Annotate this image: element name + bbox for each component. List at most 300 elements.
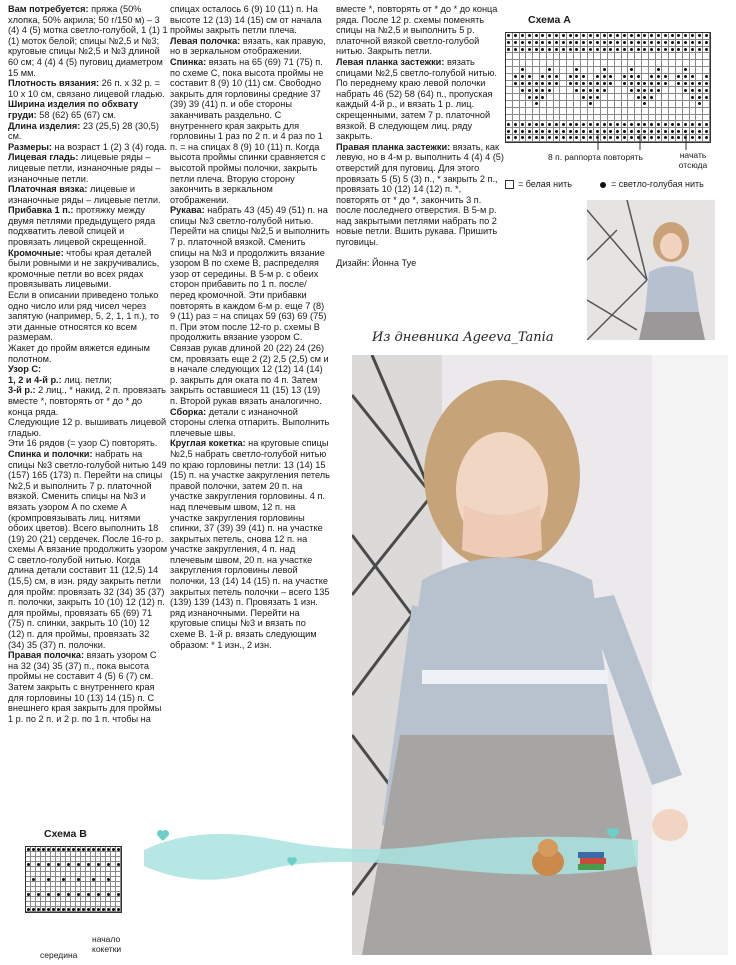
schema-a-grid xyxy=(505,32,711,143)
stitch-cell xyxy=(608,47,615,54)
stitch-cell xyxy=(649,60,656,67)
stitch-cell xyxy=(513,74,520,81)
stitch-cell xyxy=(676,121,683,128)
stitch-cell xyxy=(696,87,703,94)
stitch-cell xyxy=(526,33,533,40)
stitch-cell xyxy=(608,33,615,40)
col1-paragraph xyxy=(8,152,168,184)
stitch-cell xyxy=(669,81,676,88)
stitch-cell xyxy=(588,108,595,115)
signature-text: Из дневника Ageeva_Tania xyxy=(372,330,554,345)
stitch-cell xyxy=(588,81,595,88)
stitch-cell xyxy=(649,108,656,115)
stitch-cell xyxy=(656,60,663,67)
col3-text: вязать спицами №2,5 светло-голубой нитью. По переднему краю левой полочки набрать 46 (52) 58 (64) п., пропуская каждый 4-й р., и вязать 1 р. лиц. скрещенными, затем 7 р. платочной вязкой. В следующем лиц. ряду закрыть. xyxy=(336,56,500,142)
stitch-cell xyxy=(574,87,581,94)
stitch-cell xyxy=(628,108,635,115)
stitch-cell xyxy=(662,74,669,81)
stitch-cell xyxy=(506,67,513,74)
stitch-cell xyxy=(547,53,554,60)
stitch-cell xyxy=(588,101,595,108)
stitch-cell xyxy=(567,47,574,54)
stitch-cell xyxy=(656,94,663,101)
col1-text: Если в описании приведено только одно число или ряд чисел через запятую (например, 5, 2, 1, 1 п.), то эти данные относятся ко всем размерам. xyxy=(8,290,162,343)
stitch-cell xyxy=(574,121,581,128)
stitch-cell xyxy=(540,60,547,67)
stitch-cell xyxy=(540,47,547,54)
stitch-cell xyxy=(669,53,676,60)
stitch-cell xyxy=(554,94,561,101)
stitch-cell xyxy=(683,101,690,108)
stitch-cell xyxy=(683,67,690,74)
stitch-cell xyxy=(628,47,635,54)
stitch-cell xyxy=(560,47,567,54)
stitch-cell xyxy=(683,53,690,60)
stitch-cell xyxy=(533,108,540,115)
stitch-cell xyxy=(526,81,533,88)
stitch-cell xyxy=(669,108,676,115)
col1-paragraph xyxy=(8,385,168,417)
stitch-cell xyxy=(594,81,601,88)
stitch-cell xyxy=(690,101,697,108)
stitch-cell xyxy=(601,87,608,94)
col3-paragraph xyxy=(336,258,504,269)
stitch-cell xyxy=(533,87,540,94)
stitch-cell xyxy=(676,47,683,54)
stitch-cell xyxy=(526,60,533,67)
stitch-cell xyxy=(554,87,561,94)
col1-paragraph xyxy=(8,78,168,99)
schema-a-arrows xyxy=(505,130,715,160)
stitch-cell xyxy=(520,94,527,101)
stitch-cell xyxy=(581,40,588,47)
stitch-cell xyxy=(608,115,615,122)
col1-paragraph xyxy=(8,449,168,650)
stitch-cell xyxy=(690,67,697,74)
stitch-cell xyxy=(649,33,656,40)
stitch-cell xyxy=(513,47,520,54)
col1-text: Следующие 12 р. вышивать лицевой гладью. xyxy=(8,417,169,438)
legend-blue xyxy=(600,179,704,189)
stitch-cell xyxy=(608,81,615,88)
stitch-cell xyxy=(622,94,629,101)
col3-text: Дизайн: Йонна Туе xyxy=(336,258,417,269)
stitch-cell xyxy=(676,33,683,40)
stitch-cell xyxy=(594,115,601,122)
stitch-cell xyxy=(567,67,574,74)
col1-paragraph xyxy=(8,364,168,375)
stitch-cell xyxy=(560,94,567,101)
col1-text: на возраст 1 (2) 3 (4) года. xyxy=(52,141,167,152)
stitch-cell xyxy=(628,67,635,74)
stitch-cell xyxy=(574,101,581,108)
stitch-cell xyxy=(581,101,588,108)
col1-paragraph xyxy=(8,205,168,247)
stitch-cell xyxy=(642,101,649,108)
col2-text: на круговые спицы №2,5 набрать светло-голубой нитью по краю горловины петли: 13 (14) 15 (15) п. на участке закругления петель правой полочки, затем 20 п. на участке закругления горловины. 4 п. над плечевым швом, 12 п. на участке закругления горловины спинки, 37 (39) 39 (41) п. на участке закрытых петель, снова 12 п. на участке закругления, 4 п. над плечевым швом, 20 п. на участке закругления горловины левой полочки, 13 (14) 14 (15) п. на участке закрытых петель полочки – всего 135 (139) 139 (143) п. Провязать 1 изн. ряд изнаночными. Перейти на круговые спицы №3 и вязать по схеме В. 1-й р. вязать следующим образом: * 1 изн., 2 изн. xyxy=(170,438,333,650)
stitch-cell xyxy=(588,60,595,67)
stitch-cell xyxy=(547,121,554,128)
stitch-cell xyxy=(560,121,567,128)
col1-text: 2 лиц., * накид, 2 п. провязать вместе *, повторять от * до * до конца ряда. xyxy=(8,385,169,417)
stitch-cell xyxy=(533,121,540,128)
stitch-cell xyxy=(513,94,520,101)
stitch-cell xyxy=(615,33,622,40)
stitch-cell xyxy=(574,74,581,81)
stitch-cell xyxy=(703,121,710,128)
col1-text: пряжа (50% хлопка, 50% акрила; 50 г/150 м) – 3 (4) 4 (5) мотка светло-голубой, 1 (1) 1 (1) моток белой; спицы №2,5 и №3; круговые спицы №2,5 и №3 длиной 60 см; 4 (4) 4 (5) пуговиц диаметром 15 мм. xyxy=(8,4,171,78)
col3-paragraph xyxy=(336,141,507,248)
stitch-cell xyxy=(622,33,629,40)
stitch-cell xyxy=(642,121,649,128)
stitch-cell xyxy=(560,87,567,94)
stitch-cell xyxy=(642,81,649,88)
stitch-cell xyxy=(622,74,629,81)
stitch-cell xyxy=(683,108,690,115)
stitch-cell xyxy=(594,67,601,74)
stitch-cell xyxy=(581,53,588,60)
stitch-cell xyxy=(628,94,635,101)
stitch-cell xyxy=(547,94,554,101)
stitch-cell xyxy=(696,60,703,67)
stitch-cell xyxy=(662,47,669,54)
stitch-cell xyxy=(554,60,561,67)
col1-text: чтобы края деталей были ровными и не закручивались, кромочные петли во всех рядах провязывать лицевыми. xyxy=(8,247,162,290)
stitch-cell xyxy=(588,40,595,47)
stitch-cell xyxy=(594,53,601,60)
stitch-cell xyxy=(690,74,697,81)
col1-heading: 1, 2 и 4-й р.: xyxy=(8,374,62,385)
stitch-cell xyxy=(656,87,663,94)
stitch-cell xyxy=(642,74,649,81)
stitch-cell xyxy=(601,115,608,122)
stitch-cell xyxy=(581,60,588,67)
stitch-cell xyxy=(622,81,629,88)
text-column-3 xyxy=(336,4,507,269)
stitch-cell xyxy=(554,121,561,128)
col1-text: Эти 16 рядов (= узор С) повторять. xyxy=(8,438,158,449)
stitch-cell xyxy=(513,115,520,122)
stitch-cell xyxy=(533,47,540,54)
stitch-cell xyxy=(513,87,520,94)
stitch-cell xyxy=(581,115,588,122)
stitch-cell xyxy=(642,115,649,122)
stitch-cell xyxy=(506,40,513,47)
stitch-cell xyxy=(622,67,629,74)
stitch-cell xyxy=(703,67,710,74)
stitch-cell xyxy=(649,94,656,101)
stitch-cell xyxy=(635,121,642,128)
stitch-cell xyxy=(567,53,574,60)
col1-paragraph xyxy=(8,375,168,386)
stitch-cell xyxy=(683,94,690,101)
stitch-cell xyxy=(554,67,561,74)
stitch-cell xyxy=(703,40,710,47)
stitch-cell xyxy=(696,81,703,88)
stitch-cell xyxy=(594,47,601,54)
stitch-cell xyxy=(656,53,663,60)
stitch-cell xyxy=(690,121,697,128)
stitch-cell xyxy=(567,81,574,88)
col2-heading: Рукава: xyxy=(170,205,205,216)
stitch-cell xyxy=(615,101,622,108)
col2-heading: Спинка: xyxy=(170,56,207,67)
col1-text: лиц. петли; xyxy=(61,374,112,385)
stitch-cell xyxy=(567,87,574,94)
stitch-cell xyxy=(526,101,533,108)
stitch-cell xyxy=(574,94,581,101)
stitch-cell xyxy=(690,33,697,40)
stitch-cell xyxy=(554,108,561,115)
col1-text: 23 (25,5) 28 (30,5) см. xyxy=(8,120,162,142)
stitch-cell xyxy=(690,115,697,122)
stitch-cell xyxy=(526,40,533,47)
stitch-cell xyxy=(703,101,710,108)
stitch-cell xyxy=(533,67,540,74)
stitch-cell xyxy=(676,94,683,101)
stitch-cell xyxy=(703,60,710,67)
col1-heading: Спинка и полочки: xyxy=(8,448,93,459)
col1-text: 58 (62) 65 (67) см. xyxy=(36,109,117,120)
small-photo-image xyxy=(587,200,715,340)
col1-paragraph xyxy=(8,99,168,120)
stitch-cell xyxy=(581,94,588,101)
stitch-cell xyxy=(601,53,608,60)
col1-heading: Платочная вязка: xyxy=(8,184,88,195)
stitch-cell xyxy=(547,87,554,94)
stitch-cell xyxy=(649,47,656,54)
stitch-cell xyxy=(594,60,601,67)
col2-heading: Сборка: xyxy=(170,406,207,417)
stitch-cell xyxy=(662,115,669,122)
stitch-cell xyxy=(574,108,581,115)
stitch-cell xyxy=(676,40,683,47)
col1-paragraph xyxy=(8,343,168,364)
stitch-cell xyxy=(696,101,703,108)
stitch-cell xyxy=(649,74,656,81)
stitch-cell xyxy=(520,40,527,47)
col2-paragraph xyxy=(170,57,330,205)
stitch-cell xyxy=(581,87,588,94)
stitch-cell xyxy=(669,115,676,122)
col1-text: протяжку между двумя петлями предыдущего ряда подхватить левой спицей и провязать лицевой скрещенной. xyxy=(8,205,158,248)
stitch-cell xyxy=(540,108,547,115)
stitch-cell xyxy=(635,81,642,88)
stitch-cell xyxy=(656,101,663,108)
stitch-cell xyxy=(526,47,533,54)
col2-heading: Левая полочка: xyxy=(170,35,241,46)
stitch-cell xyxy=(656,81,663,88)
stitch-cell xyxy=(662,33,669,40)
stitch-cell xyxy=(567,108,574,115)
blue-dot-icon xyxy=(600,182,606,188)
stitch-cell xyxy=(581,74,588,81)
stitch-cell xyxy=(567,94,574,101)
stitch-cell xyxy=(676,53,683,60)
stitch-cell xyxy=(540,67,547,74)
stitch-cell xyxy=(526,115,533,122)
schema-b-start-label: начало кокетки xyxy=(92,934,122,954)
stitch-cell xyxy=(676,74,683,81)
stitch-cell xyxy=(649,81,656,88)
stitch-cell xyxy=(513,81,520,88)
stitch-cell xyxy=(622,47,629,54)
col1-paragraph xyxy=(8,417,168,438)
stitch-cell xyxy=(574,33,581,40)
stitch-cell xyxy=(506,115,513,122)
col2-text: спицах осталось 6 (9) 10 (11) п. На высоте 12 (13) 14 (15) см от начала проймы закрыть петли плеча. xyxy=(170,4,325,36)
stitch-cell xyxy=(581,81,588,88)
stitch-cell xyxy=(581,33,588,40)
stitch-cell xyxy=(567,33,574,40)
stitch-cell xyxy=(676,87,683,94)
stitch-cell xyxy=(533,33,540,40)
stitch-cell xyxy=(635,60,642,67)
stitch-cell xyxy=(513,60,520,67)
col1-heading: Кромочные: xyxy=(8,247,64,258)
stitch-cell xyxy=(520,33,527,40)
stitch-cell xyxy=(581,121,588,128)
stitch-cell xyxy=(520,67,527,74)
stitch-cell xyxy=(567,60,574,67)
stitch-cell xyxy=(676,67,683,74)
legend-white-label: = белая нить xyxy=(518,179,572,189)
stitch-cell xyxy=(642,67,649,74)
col2-heading: Круглая кокетка: xyxy=(170,438,246,449)
stitch-cell xyxy=(506,74,513,81)
stitch-cell xyxy=(696,74,703,81)
stitch-cell xyxy=(696,108,703,115)
stitch-cell xyxy=(540,33,547,40)
stitch-cell xyxy=(690,40,697,47)
stitch-cell xyxy=(642,33,649,40)
stitch-cell xyxy=(547,60,554,67)
col1-paragraph xyxy=(8,290,168,343)
stitch-cell xyxy=(554,101,561,108)
stitch-cell xyxy=(690,60,697,67)
stitch-cell xyxy=(547,108,554,115)
stitch-cell xyxy=(635,40,642,47)
stitch-cell xyxy=(594,108,601,115)
stitch-cell xyxy=(608,94,615,101)
stitch-cell xyxy=(669,60,676,67)
col2-paragraph xyxy=(170,438,333,650)
stitch-cell xyxy=(615,47,622,54)
stitch-cell xyxy=(601,74,608,81)
stitch-cell xyxy=(622,60,629,67)
stitch-cell xyxy=(615,81,622,88)
stitch-cell xyxy=(588,74,595,81)
banner-image xyxy=(138,822,642,886)
stitch-cell xyxy=(615,94,622,101)
stitch-cell xyxy=(560,101,567,108)
stitch-cell xyxy=(656,40,663,47)
col2-text: детали с изнаночной стороны слегка отпарить. Выполнить плечевые швы. xyxy=(170,406,332,438)
stitch-cell xyxy=(635,87,642,94)
stitch-cell xyxy=(635,115,642,122)
stitch-cell xyxy=(601,94,608,101)
stitch-cell xyxy=(540,101,547,108)
text-column-2 xyxy=(170,4,333,650)
stitch-cell xyxy=(567,74,574,81)
stitch-cell xyxy=(520,74,527,81)
stitch-cell xyxy=(594,121,601,128)
col1-paragraph xyxy=(8,438,168,449)
stitch-cell xyxy=(594,94,601,101)
stitch-cell xyxy=(506,87,513,94)
stitch-cell xyxy=(662,60,669,67)
stitch-cell xyxy=(656,47,663,54)
stitch-cell xyxy=(588,53,595,60)
stitch-cell xyxy=(696,121,703,128)
stitch-cell xyxy=(506,53,513,60)
stitch-cell xyxy=(588,87,595,94)
stitch-cell xyxy=(622,87,629,94)
stitch-cell xyxy=(554,81,561,88)
stitch-cell xyxy=(635,108,642,115)
stitch-cell xyxy=(669,47,676,54)
stitch-cell xyxy=(594,101,601,108)
stitch-cell xyxy=(656,121,663,128)
stitch-cell xyxy=(628,40,635,47)
schema-b-title: Схема В xyxy=(44,828,87,840)
col1-heading: Узор С: xyxy=(8,364,42,375)
col1-text: вязать узором С на 32 (34) 35 (37) п., пока высота проймы не составит 4 (5) 6 (7) см. Затем закрыть с внутреннего края для горловины 10 (13) 14 (15) п. С внешнего края закрыть для проймы 1 р. по 2 п. и 2 р. по 1 п. чтобы на xyxy=(8,650,164,724)
stitch-cell xyxy=(526,53,533,60)
stitch-cell xyxy=(608,40,615,47)
stitch-cell xyxy=(526,121,533,128)
stitch-cell xyxy=(635,33,642,40)
stitch-cell xyxy=(662,40,669,47)
stitch-cell xyxy=(513,108,520,115)
stitch-cell xyxy=(506,47,513,54)
stitch-cell xyxy=(506,60,513,67)
col1-paragraph xyxy=(8,142,168,153)
stitch-cell xyxy=(662,87,669,94)
stitch-cell xyxy=(703,81,710,88)
small-photo xyxy=(587,200,715,340)
col1-heading: Длина изделия: xyxy=(8,120,81,131)
col2-paragraph xyxy=(170,407,330,439)
stitch-cell xyxy=(696,67,703,74)
stitch-cell xyxy=(635,94,642,101)
stitch-cell xyxy=(554,53,561,60)
stitch-cell xyxy=(628,33,635,40)
stitch-cell xyxy=(581,47,588,54)
stitch-cell xyxy=(622,108,629,115)
stitch-cell xyxy=(615,53,622,60)
stitch-cell xyxy=(662,81,669,88)
stitch-cell xyxy=(547,74,554,81)
stitch-cell xyxy=(649,53,656,60)
schema-a-title: Схема А xyxy=(528,14,571,26)
stitch-cell xyxy=(683,87,690,94)
col1-paragraph xyxy=(8,4,171,78)
white-square-icon xyxy=(505,180,514,189)
stitch-cell xyxy=(635,47,642,54)
stitch-cell xyxy=(676,60,683,67)
stitch-cell xyxy=(506,94,513,101)
stitch-cell xyxy=(574,47,581,54)
stitch-cell xyxy=(676,115,683,122)
stitch-cell xyxy=(615,121,622,128)
stitch-cell xyxy=(703,115,710,122)
stitch-cell xyxy=(594,74,601,81)
stitch-cell xyxy=(628,81,635,88)
stitch-cell xyxy=(506,121,513,128)
stitch-cell xyxy=(567,40,574,47)
stitch-cell xyxy=(520,53,527,60)
